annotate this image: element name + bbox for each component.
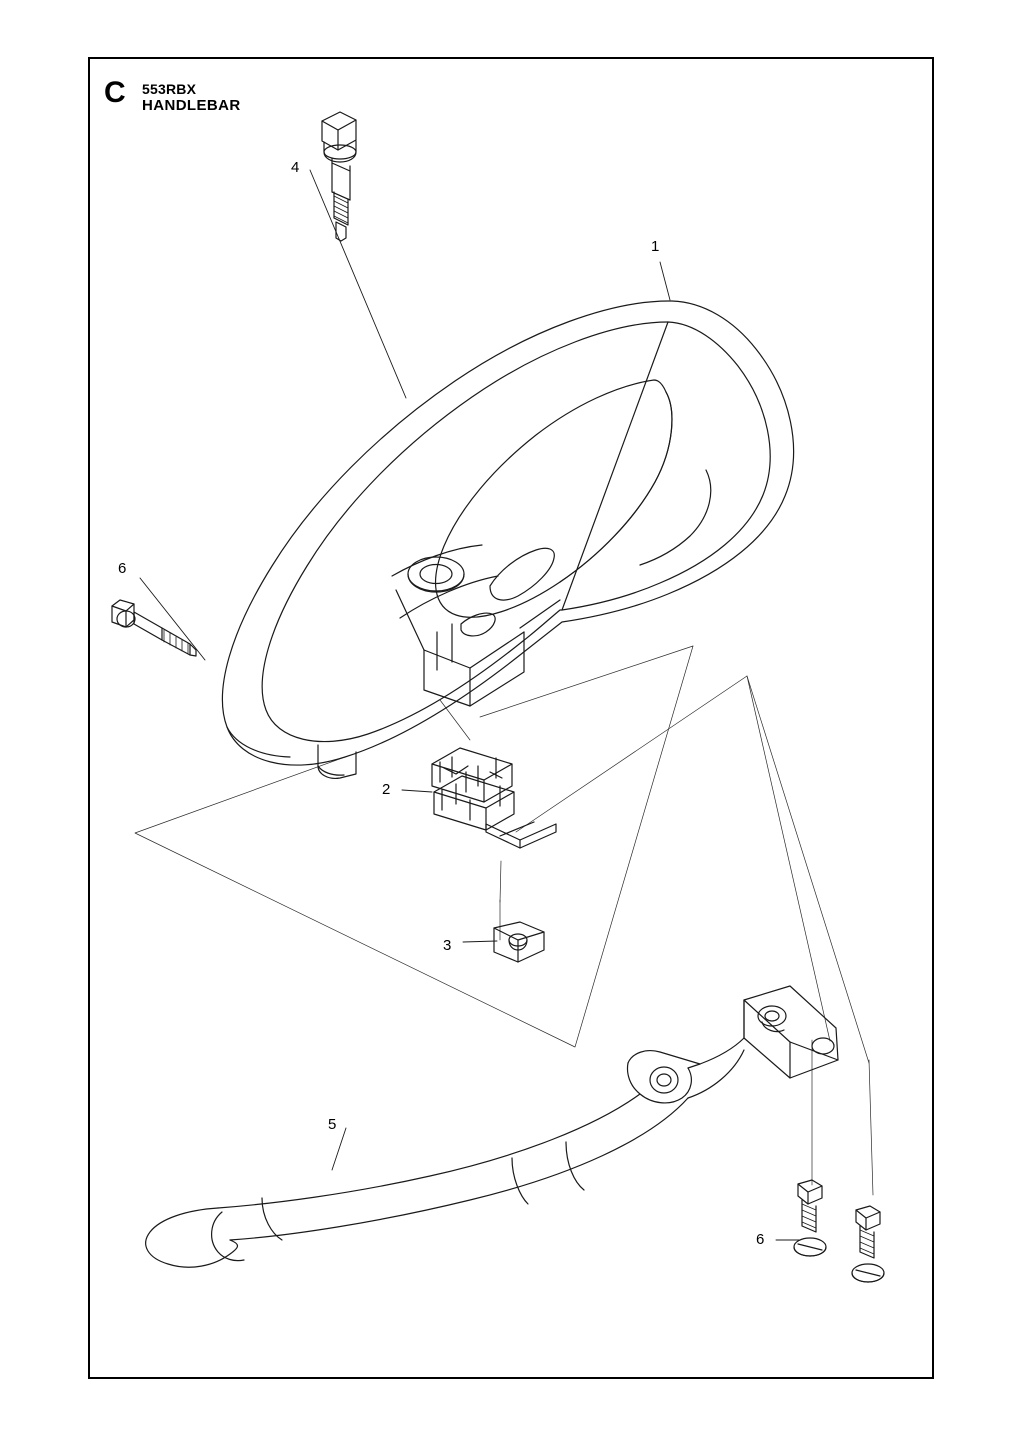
part-3-square-nut bbox=[494, 922, 544, 962]
callout-6-left: 6 bbox=[118, 560, 127, 577]
part-5-handle-bar bbox=[146, 986, 838, 1267]
part-2-clamp-bracket bbox=[432, 748, 556, 848]
screw-right-b bbox=[852, 1206, 884, 1282]
callout-1: 1 bbox=[651, 238, 660, 255]
page-title: HANDLEBAR bbox=[142, 97, 241, 114]
model-number: 553RBX bbox=[142, 81, 197, 97]
screw-right-a bbox=[794, 1180, 826, 1256]
assembly-guide-lines bbox=[135, 646, 873, 1195]
part-4-long-bolt bbox=[322, 112, 356, 241]
callout-3: 3 bbox=[443, 937, 452, 954]
part-6-screw-left bbox=[112, 600, 196, 656]
callout-5: 5 bbox=[328, 1116, 337, 1133]
callout-6-right: 6 bbox=[756, 1231, 765, 1248]
callout-4: 4 bbox=[291, 159, 300, 176]
callout-2: 2 bbox=[382, 781, 391, 798]
part-1-handlebar-loop bbox=[222, 301, 793, 778]
section-letter: C bbox=[104, 76, 126, 109]
part-6-screws-right bbox=[794, 1180, 884, 1282]
